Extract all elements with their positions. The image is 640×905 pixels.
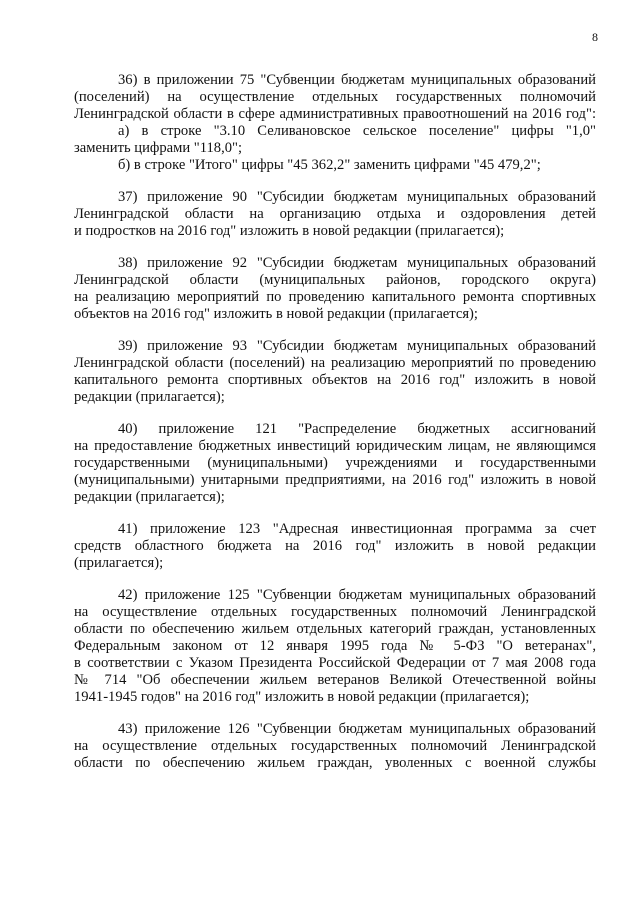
page-number: 8 [592,30,598,44]
text-line: на предоставление бюджетных инвестиций юридическим лицам, не являющимся [74,438,596,454]
text-line: Ленинградской области (муниципальных районов, городского округа) [74,272,596,288]
text-line: 43) приложение 126 "Субвенции бюджетам муниципальных образований [118,721,596,737]
text-line: области по обеспечению жильем отдельных категорий граждан, установленных [74,621,596,637]
text-line: 40) приложение 121 "Распределение бюджетных ассигнований [118,421,596,437]
text-line: средств областного бюджета на 2016 год" изложить в новой редакции [74,538,596,554]
text-line: 42) приложение 125 "Субвенции бюджетам муниципальных образований [118,587,596,603]
text-line: Федеральным законом от 12 января 1995 года № 5-ФЗ "О ветеранах", [74,638,596,654]
text-line: заменить цифрами "118,0"; [74,140,243,156]
text-line: Ленинградской области на организацию отдыха и оздоровления детей [74,206,596,222]
paragraph-item-43 [74,721,596,772]
text-line: на осуществление отдельных государственных полномочий Ленинградской [74,604,596,620]
text-line: (муниципальными) унитарными предприятиями, на 2016 год" изложить в новой [74,472,596,488]
text-line: 37) приложение 90 "Субсидии бюджетам муниципальных образований [118,189,596,205]
text-line: Ленинградской области в сфере административных правоотношений на 2016 год": [74,106,596,122]
text-line: (прилагается); [74,555,164,571]
text-line: в соответствии с Указом Президента Российской Федерации от 7 мая 2008 года [74,655,596,671]
paragraph-item-41 [74,521,596,572]
paragraph-item-38 [74,255,596,323]
text-line: объектов на 2016 год" изложить в новой редакции (прилагается); [74,306,478,322]
text-line: области по обеспечению жильем граждан, уволенных с военной службы [74,755,596,771]
text-line: на реализацию мероприятий по проведению капитального ремонта спортивных [74,289,596,305]
text-line: 39) приложение 93 "Субсидии бюджетам муниципальных образований [118,338,596,354]
paragraph-item-37 [74,189,596,240]
text-line: редакции (прилагается); [74,389,225,405]
paragraph-item-39 [74,338,596,406]
text-line: Ленинградской области (поселений) на реализацию мероприятий по проведению [74,355,596,371]
text-line: 41) приложение 123 "Адресная инвестиционная программа за счет [118,521,596,537]
paragraph-item-42 [74,587,596,706]
text-line: № 714 "Об обеспечении жильем ветеранов Великой Отечественной войны [74,672,596,688]
paragraph-item-36 [74,72,596,174]
text-line: 1941-1945 годов" на 2016 год" изложить в новой редакции (прилагается); [74,689,530,705]
text-line: капитального ремонта спортивных объектов на 2016 год" изложить в новой [74,372,596,388]
text-line: редакции (прилагается); [74,489,225,505]
text-line: 38) приложение 92 "Субсидии бюджетам муниципальных образований [118,255,596,271]
text-line: на осуществление отдельных государственных полномочий Ленинградской [74,738,596,754]
text-line: 36) в приложении 75 "Субвенции бюджетам муниципальных образований [118,72,596,88]
paragraph-item-40 [74,421,596,506]
text-line: государственными (муниципальными) учреждениями и государственными [74,455,596,471]
text-line: (поселений) на осуществление отдельных государственных полномочий [74,89,596,105]
text-line: а) в строке "3.10 Селивановское сельское поселение" цифры "1,0" [118,123,596,139]
text-line: и подростков на 2016 год" изложить в новой редакции (прилагается); [74,223,505,239]
text-line: б) в строке "Итого" цифры "45 362,2" заменить цифрами "45 479,2"; [118,157,541,173]
